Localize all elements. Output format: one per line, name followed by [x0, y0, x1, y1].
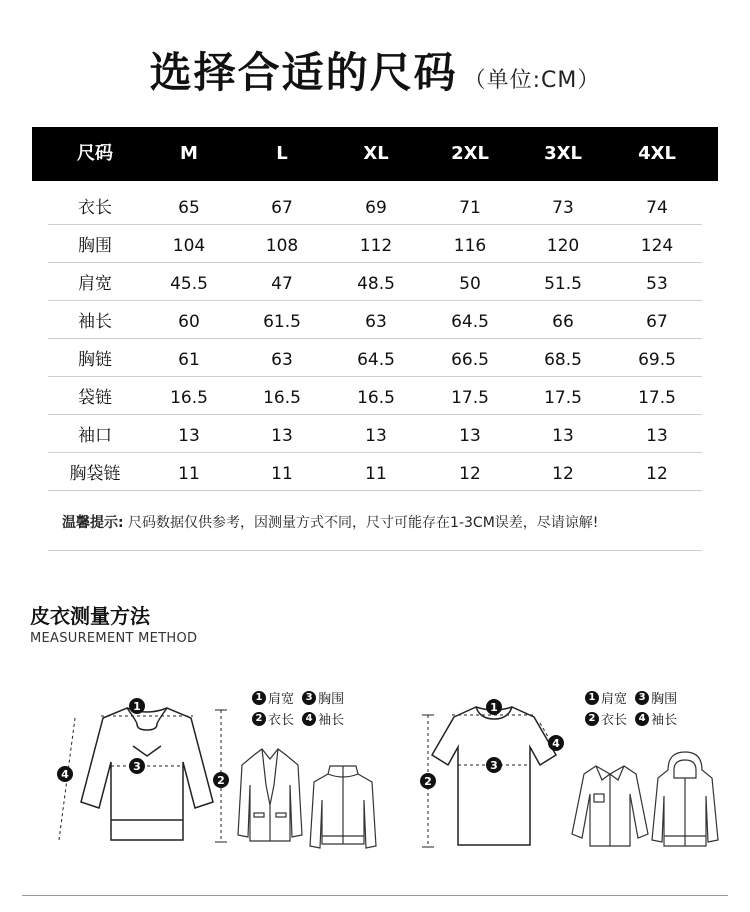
table-cell: 73 — [552, 198, 574, 218]
method-title: 皮衣测量方法 — [30, 604, 150, 628]
legend-length: 衣长 — [601, 713, 628, 728]
table-cell: 120 — [546, 236, 580, 256]
shirt-icon — [570, 760, 650, 850]
row-label: 袖口 — [78, 426, 112, 446]
table-cell: 12 — [552, 464, 574, 484]
marker-1-label: 1 — [490, 701, 498, 714]
table-cell: 116 — [453, 236, 487, 256]
marker-1-icon: 1 — [585, 691, 599, 705]
legend-sleeve: 袖长 — [651, 713, 678, 728]
table-cell: 45.5 — [170, 274, 208, 294]
header-size-label: 尺码 — [77, 143, 113, 164]
blazer-icon — [236, 745, 304, 845]
table-cell: 17.5 — [544, 388, 582, 408]
table-cell: 12 — [459, 464, 481, 484]
table-cell: 13 — [365, 426, 387, 446]
table-cell: 60 — [178, 312, 200, 332]
row-label: 胸袋链 — [69, 464, 121, 484]
table-cell: 13 — [459, 426, 481, 446]
table-cell: 13 — [552, 426, 574, 446]
table-cell: 66.5 — [451, 350, 489, 370]
table-cell: 11 — [271, 464, 293, 484]
legend-right — [585, 688, 681, 730]
marker-4-label: 4 — [552, 737, 560, 750]
divider — [22, 895, 728, 896]
table-cell: 61 — [178, 350, 200, 370]
table-cell: 53 — [646, 274, 668, 294]
hoodie-icon — [650, 748, 720, 848]
table-cell: 69.5 — [638, 350, 676, 370]
marker-2-icon: 2 — [252, 712, 266, 726]
header-size-4xl: 4XL — [638, 143, 676, 164]
table-cell: 47 — [271, 274, 293, 294]
unit-label: （单位:CM） — [463, 68, 601, 93]
legend-shoulder: 肩宽 — [601, 692, 628, 707]
row-label: 袖长 — [78, 312, 112, 332]
marker-3-label: 3 — [133, 760, 141, 773]
table-cell: 69 — [365, 198, 387, 218]
header-size-2xl: 2XL — [451, 143, 489, 164]
legend-shoulder: 肩宽 — [268, 692, 295, 707]
header-size-l: L — [276, 143, 288, 164]
marker-2-label: 2 — [217, 774, 225, 787]
table-cell: 124 — [640, 236, 674, 256]
divider — [48, 550, 702, 551]
table-cell: 11 — [178, 464, 200, 484]
table-cell: 63 — [271, 350, 293, 370]
table-cell: 17.5 — [451, 388, 489, 408]
table-cell: 51.5 — [544, 274, 582, 294]
marker-3-label: 3 — [490, 759, 498, 772]
legend-length: 衣长 — [268, 713, 295, 728]
tip-text: 尺码数据仅供参考，因测量方式不同，尺寸可能存在1-3CM误差，尽请谅解! — [123, 515, 599, 531]
table-cell: 108 — [265, 236, 299, 256]
legend-chest: 胸围 — [318, 692, 345, 707]
method-subtitle: MEASUREMENT METHOD — [30, 631, 198, 646]
table-cell: 104 — [172, 236, 206, 256]
table-cell: 68.5 — [544, 350, 582, 370]
table-cell: 48.5 — [357, 274, 395, 294]
marker-1-icon: 1 — [252, 691, 266, 705]
header-size-m: M — [180, 143, 198, 164]
size-table-header — [32, 127, 718, 181]
marker-2-icon: 2 — [585, 712, 599, 726]
table-cell: 74 — [646, 198, 668, 218]
table-cell: 61.5 — [263, 312, 301, 332]
zip-jacket-icon — [308, 760, 378, 860]
table-row — [48, 186, 702, 225]
table-cell: 11 — [365, 464, 387, 484]
marker-4-icon: 4 — [635, 712, 649, 726]
tip-label: 温馨提示: — [62, 515, 124, 531]
table-cell: 12 — [646, 464, 668, 484]
marker-4-label: 4 — [61, 768, 69, 781]
marker-3-icon: 3 — [302, 691, 316, 705]
page-title: 选择合适的尺码 — [149, 48, 458, 97]
table-cell: 64.5 — [357, 350, 395, 370]
header-size-3xl: 3XL — [544, 143, 582, 164]
page-title-wrap — [0, 40, 750, 100]
table-cell: 16.5 — [357, 388, 395, 408]
table-row — [48, 414, 702, 453]
table-cell: 17.5 — [638, 388, 676, 408]
row-label: 衣长 — [78, 198, 112, 218]
row-label: 肩宽 — [78, 274, 112, 294]
table-cell: 64.5 — [451, 312, 489, 332]
table-cell: 66 — [552, 312, 574, 332]
marker-4-icon: 4 — [302, 712, 316, 726]
table-cell: 13 — [178, 426, 200, 446]
table-row — [48, 376, 702, 415]
row-label: 胸链 — [78, 350, 112, 370]
header-size-xl: XL — [363, 143, 389, 164]
table-cell: 63 — [365, 312, 387, 332]
table-cell: 50 — [459, 274, 481, 294]
legend-chest: 胸围 — [651, 692, 678, 707]
row-label: 袋链 — [78, 388, 112, 408]
row-label: 胸围 — [78, 236, 112, 256]
table-cell: 71 — [459, 198, 481, 218]
marker-3-icon: 3 — [635, 691, 649, 705]
table-cell: 16.5 — [170, 388, 208, 408]
table-cell: 13 — [646, 426, 668, 446]
table-cell: 65 — [178, 198, 200, 218]
table-row — [48, 452, 702, 491]
tshirt-icon — [410, 695, 570, 865]
table-row — [48, 224, 702, 263]
table-cell: 13 — [271, 426, 293, 446]
size-tip — [62, 512, 598, 532]
table-cell: 67 — [271, 198, 293, 218]
table-cell: 67 — [646, 312, 668, 332]
marker-1-label: 1 — [133, 700, 141, 713]
table-row — [48, 262, 702, 301]
table-row — [48, 338, 702, 377]
marker-2-label: 2 — [424, 775, 432, 788]
table-row — [48, 300, 702, 339]
table-cell: 112 — [359, 236, 393, 256]
legend-sleeve: 袖长 — [318, 713, 345, 728]
table-cell: 16.5 — [263, 388, 301, 408]
